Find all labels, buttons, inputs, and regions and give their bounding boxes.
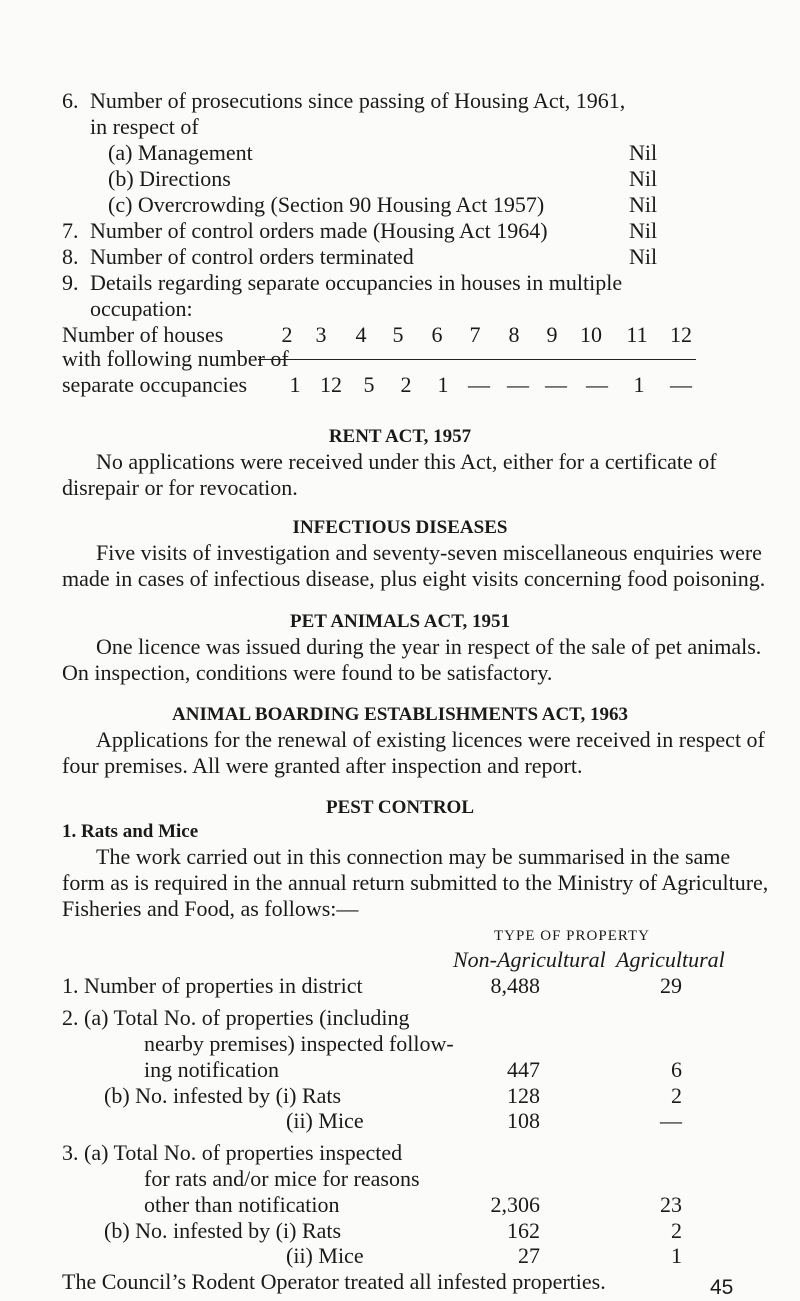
closing-statement: The Council’s Rodent Operator treated all infested properties. (62, 1269, 606, 1294)
row-2b-label: (b) No. infested by (i) Rats (104, 1083, 342, 1108)
item-7-value: Nil (629, 218, 658, 243)
row-3b-agricultural: 2 (671, 1218, 682, 1243)
occupancy-value: — (468, 372, 490, 397)
row-2a-label-1: 2. (a) Total No. of properties (including (62, 1005, 410, 1030)
animal-boarding-heading: ANIMAL BOARDING ESTABLISHMENTS ACT, 1963 (172, 704, 628, 725)
occupancy-value: — (586, 372, 608, 397)
rent-act-text-2: disrepair or for revocation. (62, 475, 298, 500)
occupancy-value: 1 (633, 372, 645, 397)
row-2c-agricultural: — (660, 1108, 682, 1133)
row-2c-label: (ii) Mice (286, 1108, 364, 1133)
row-3b-label: (b) No. infested by (i) Rats (104, 1218, 342, 1243)
row-1-non-agricultural: 8,488 (490, 973, 540, 998)
overcrowding-label: (c) Overcrowding (Section 90 Housing Act 1957) (108, 192, 545, 217)
type-of-property-header: TYPE OF PROPERTY (494, 928, 650, 944)
management-value: Nil (629, 140, 658, 165)
occupancy-header: 9 (546, 322, 558, 347)
item-6-text: Number of prosecutions since passing of Housing Act, 1961, (90, 88, 626, 113)
infectious-text-1: Five visits of investigation and seventy-seven miscellaneous enquiries were (96, 540, 762, 565)
item-9-number: 9. (62, 270, 79, 295)
occupancy-label-1: Number of houses (62, 322, 224, 347)
row-2b-non-agricultural: 128 (507, 1083, 540, 1108)
occupancy-header: 12 (670, 322, 692, 347)
occupancy-value: — (545, 372, 567, 397)
occupancy-value: 1 (437, 372, 449, 397)
occupancy-header: 8 (508, 322, 520, 347)
item-7-text: Number of control orders made (Housing Act 1964) (90, 218, 548, 243)
occupancy-header: 6 (431, 322, 443, 347)
occupancy-value: 1 (289, 372, 301, 397)
management-label: (a) Management (108, 140, 253, 165)
occupancy-value: 2 (400, 372, 412, 397)
row-3a-non-agricultural: 2,306 (490, 1192, 540, 1217)
occupancy-value: — (507, 372, 529, 397)
directions-label: (b) Directions (108, 166, 231, 191)
row-2b-agricultural: 2 (671, 1083, 682, 1108)
row-3a-label-1: 3. (a) Total No. of properties inspected (62, 1140, 403, 1165)
item-6-continuation: in respect of (90, 114, 199, 139)
rats-mice-subheading: 1. Rats and Mice (62, 821, 199, 842)
row-3a-agricultural: 23 (660, 1192, 682, 1217)
animal-boarding-text-1: Applications for the renewal of existing licences were received in respect of (96, 727, 765, 752)
item-8-value: Nil (629, 244, 658, 269)
occupancy-value: 12 (320, 372, 342, 397)
occupancy-header: 2 (281, 322, 293, 347)
occupancy-rule (258, 359, 696, 360)
pest-control-text-3: Fisheries and Food, as follows:— (62, 896, 359, 921)
item-9-continuation: occupation: (90, 296, 193, 321)
occupancy-header: 7 (469, 322, 481, 347)
agricultural-header: Agricultural (616, 947, 725, 972)
row-3c-non-agricultural: 27 (518, 1243, 540, 1268)
pet-animals-text-2: On inspection, conditions were found to be satisfactory. (62, 660, 553, 685)
occupancy-label-2: with following number of (62, 346, 289, 371)
overcrowding-value: Nil (629, 192, 658, 217)
row-2a-non-agricultural: 447 (507, 1057, 540, 1082)
row-2a-agricultural: 6 (671, 1057, 682, 1082)
rent-act-heading: RENT ACT, 1957 (328, 426, 472, 447)
row-2c-non-agricultural: 108 (507, 1108, 540, 1133)
infectious-text-2: made in cases of infectious disease, plus eight visits concerning food poisoning. (62, 566, 766, 591)
pest-control-text-1: The work carried out in this connection may be summarised in the same (96, 844, 731, 869)
pest-control-heading: PEST CONTROL (326, 797, 474, 818)
occupancy-value: — (670, 372, 692, 397)
pet-animals-text-1: One licence was issued during the year in respect of the sale of pet animals. (96, 634, 762, 659)
directions-value: Nil (629, 166, 658, 191)
row-1-label: 1. Number of properties in district (62, 973, 363, 998)
non-agricultural-header: Non-Agricultural (453, 947, 606, 972)
occupancy-header: 3 (315, 322, 327, 347)
pet-animals-heading: PET ANIMALS ACT, 1951 (290, 611, 510, 632)
page-number: 45 (710, 1276, 734, 1299)
occupancy-header: 4 (355, 322, 367, 347)
row-1-agricultural: 29 (660, 973, 682, 998)
item-7-number: 7. (62, 218, 79, 243)
occupancy-header: 10 (580, 322, 602, 347)
row-2a-label-2: nearby premises) inspected follow- (144, 1031, 454, 1056)
row-3a-label-3: other than notification (144, 1192, 340, 1217)
occupancy-header: 11 (626, 322, 648, 347)
rent-act-text-1: No applications were received under this Act, either for a certificate of (96, 449, 717, 474)
item-8-number: 8. (62, 244, 79, 269)
item-8-text: Number of control orders terminated (90, 244, 414, 269)
row-2a-label-3: ing notification (144, 1057, 280, 1082)
item-6-number: 6. (62, 88, 79, 113)
row-3c-agricultural: 1 (671, 1243, 682, 1268)
pest-control-text-2: form as is required in the annual return submitted to the Ministry of Agriculture, (62, 870, 769, 895)
row-3c-label: (ii) Mice (286, 1243, 364, 1268)
occupancy-header: 5 (392, 322, 404, 347)
animal-boarding-text-2: four premises. All were granted after inspection and report. (62, 753, 583, 778)
occupancy-value: 5 (363, 372, 375, 397)
item-9-text: Details regarding separate occupancies in houses in multiple (90, 270, 623, 295)
infectious-diseases-heading: INFECTIOUS DISEASES (292, 517, 508, 538)
occupancy-label-3: separate occupancies (62, 372, 248, 397)
row-3a-label-2: for rats and/or mice for reasons (144, 1166, 420, 1191)
row-3b-non-agricultural: 162 (507, 1218, 540, 1243)
